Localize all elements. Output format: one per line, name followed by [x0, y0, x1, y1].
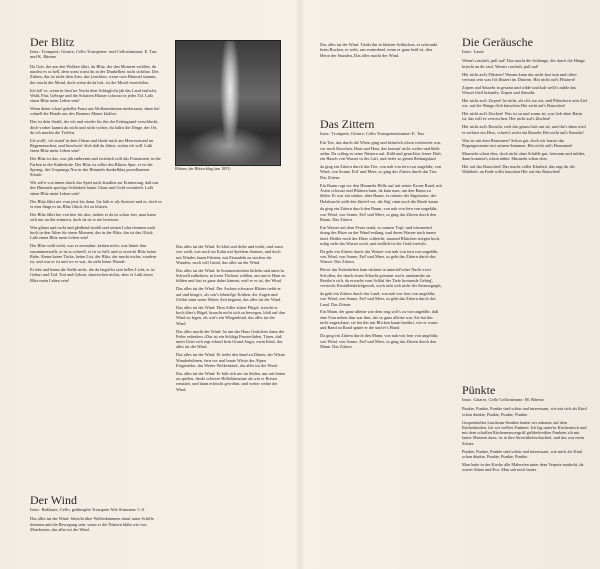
- geyser-photo: [175, 40, 281, 166]
- verse: Das alles tut der Wind: Er hält sich nie im Süden, um mit ihnen zu spielen, denkt schwere Höllelärmzüne als wär er Brisen ermattet, und dann erfrischt gewöhnt, und weiter wehte der Wind.: [176, 370, 285, 392]
- verse: Das alles tut der Wind: Dem Adler zittert Flügel, streicht er hoch über's Hügel, braucht nicht sich zu bewegen, bloß auf den Wind zu legen, als wär's ein Wiegenkind, das alles tut der Wind.: [176, 304, 285, 326]
- verse: Ich lob' es, wenn in finst'rer Nacht dein Schlaglicht jäh das Land entfacht, Wald, Flur, Gebirge und die Schatten Häuser schwarz in jedes Tal. Laßt einen Blitz mein Leben sein!: [30, 87, 157, 104]
- verse: Ein Wasser auf dem Feuer stand, es sonnen Topf, und wimmernd drang des Hitze zu der Wand entlang, und deren Wasser nach innen fand. Heißer noch des Hitze schleicht, tausend Bläschen steigen hoch, ruhig steht das Wasser noch, und endlich ist der Grad erreicht.: [320, 224, 441, 246]
- verse: Hör nicht auf's Zirpen! Ist nicht, als ob's tut wir, und Plätschern sein Ziel wir, auf die Wange dich küsschen Hör nicht auf's Rauschen!: [462, 97, 587, 109]
- verse: Das alles tut der Wind. Er klärt und dreht und treibt, und sonst wer weiß, was noch im Kahn mit Spielern drinnen, und doch mit Windes lauen Fahrten, mit Eisnadeln zu stechen die Wunden, noch voll Grind, das alles tut der Wind.: [176, 244, 283, 265]
- instrumentation-wind: Instr.: Baßlaute, Cello, gedämpfte Trompete Alle Stimmen: C.S.: [30, 507, 146, 512]
- verse: Punkte, Punkte, Punkte sind schön und interessant, wir mit sich als Kind schon dünkte, Punkte, Punkte, Punkte.: [462, 406, 587, 417]
- song-title-geraeusche: Die Geräusche: [462, 35, 533, 49]
- verse: Das alles tut der Wind. Der Aschen schwarze Blätter treibt er auf und beugt's, als wär's lebend'ge Krähen, der Augen und Urblut sänn wenn Wetter Zeit beginnt, das alles tut der Wind.: [176, 286, 282, 302]
- verse: Hör auf das Rauschen! Das macht voller Klarheit, das sagt dir die Wahrheit, an Ende sollst lauschen Hör auf das Rauschen!: [462, 163, 575, 175]
- verse: Hör nicht auf's Rasseln, weil das genau hört um sie, und die's dann wird er zerbirst ein Herz, schreit's nicht ein Rasseln Hör nicht auf's Rasseln!: [462, 124, 586, 135]
- song-title-blitz: Der Blitz: [30, 35, 75, 49]
- verse: Das alles macht der Wind: Ist um das Haus Gedichtes dann der Feder erdenken »Das ist ein Schlägt Fensterläden, Türen, daß mein Geist sich regt erkind kein Grund Angst, mein Kind, das alles tut der Wind.: [176, 328, 285, 350]
- verse: Bevor das Erdenbeben kam rückten in unterird'scher Nacht zwei Schollen, die durch einen Schacht getrennt war'n, aneinander an. Berühr'n sich, da erwacht vom Schlaf der Tiefe kreisende Gebirg', versteckt Kristallenkelchgewelt, noch ruht sich nicht der Seismograph,: [320, 267, 442, 289]
- column-2: [176, 244, 286, 395]
- instrumentation-punkte: Instr.: Gitarre, Cello Cellostimme: M. Bärenz: [462, 397, 544, 402]
- punkte-section: [462, 384, 588, 475]
- verse: Da geht ein Zittern durch das Wasser von nah von fern von ungefähr, von Wind, von Sonne, Erd' und Meer, so geht das Zittern durch das Wasser. Das Zittern.: [320, 248, 439, 265]
- verse: Da ging ein Zittern durch den Mann, von nah von fern von ungefähr, von Wind, von Sonne, Erd' und Meer, so ging das Zittern durch den Mann. Das Zittern.: [320, 333, 439, 349]
- photo-caption: Blitzen, der Blitzschlag (um 1855): [175, 166, 231, 171]
- verse: Das alles tut der Wind: Er treibt den Sand zu Dünen, der Wüste Wanderbühnen, fern vor mal bunte Wüste der Alpen Eisgetriebe, das Wetter Wolkenkind, das alles tut der Wind.: [176, 352, 285, 368]
- verse: Hör nicht auf's Flüstern! Warum kann das nicht laut sein und offen vertraut sein was Ich flüstert im Düstern. Hör nicht auf's Flüstern!: [462, 71, 577, 82]
- verse: Was ist mit dem Brummen? Schon gut, doch wir hasser das Regengewinner mit seinem Summen. Hör nicht auf's Brummen!: [462, 137, 573, 148]
- verse: Ein Mann, der ganz alleine war dem trug sich's zu von ungefähr, daß eine Frau neben ihm war ihm, der so ganz alleine war. Sie hat ihn nicht angeschaut, sie hat ihn mit Blicken kaum berührt, wie er warm und Rand an Rand spürte er die und er's Hand.: [320, 309, 439, 331]
- wind-section: [30, 494, 162, 535]
- verse: Er lebt und kennt die Stelle nicht, die du begriffst sein helles Licht, er ist Geburt und Tod. Tod und Geburt, darwischen nichts, aber er Laßt einen Blitz mein Leben sein!: [30, 267, 155, 283]
- verse: Der Blitz fährt hie von hier bis dort, indem er da ist schon fort, man kann sich nur an ihn erinnern, doch da ist er nie besetzen.: [30, 211, 156, 222]
- page-fold: [295, 0, 305, 569]
- instrumentation-geraeusche: Instr.: Laute: [462, 49, 484, 54]
- verse: Das alles tut der Wind. Trinkt ihn in kleinen Schlucken, er schwankt beim Rucken, er weht, uns erzündend, wenn er ganz heiß ist, den Herrn der Stunden, Das alles macht der Wind.: [320, 42, 438, 58]
- song-title-punkte: Pünkte: [462, 383, 496, 397]
- instrumentation-blitz: Instr.: Trompete, Gitarre, Cello Trompeten- und Cellostimmen: E. Tarr und K. Bärenz: [30, 49, 157, 60]
- verse: Da Gott, der aus den Wolken fährt, du Blitz, der den Moment verklärt, du machst es so hell, dem sonst wärst du in der Dunkelheit nicht sichtbar. Des Zittern, das ist nicht dein Arm, das Leuchten, wenn vom Himmel stammt, der macht der Mond, doch wenn du da bist, ist der Mond verzichtbar.: [30, 63, 159, 85]
- verse: Wir seh'n von innen durch das Spiel nach draußen zur Erinnerung, daß uns des Himmels sperrige Schönheit lauter Glanz und Gold vermittelt. Laßt einen Blitz mein Leben sein!: [30, 180, 159, 196]
- verse: Was glänzt und rackt und gleißend strahlt und seinen Lohn erinnern malt hoch in den Äther für einen Moment, das in der Blitz, das ist das Glück. Laßt einen Blitz mein Leben sein!: [30, 224, 156, 241]
- verse: Gesprenkeltes Linoleum-Straßen hatten wir zuhause auf dem Küchenboden, ich wir welltes Punkten. Ich lag unter'm Küchentisch und mit dem schaffen Küchenmessergriff gribbelweißen Punkten ich mit lauter Mustern dazu, ist in ihre Streichholzschachtel, und das war mein Schatz.: [462, 419, 587, 446]
- column-4: [462, 36, 588, 177]
- verse: Das alles tut der Wind. In Sommernächten lächeln und unter'm Schwall zalkehren, in losen Tüchern wählen, um uns're Haut zu fühlen und fast es ganz dabei kämmt, weil er es ist, der Wind.: [176, 267, 286, 284]
- song-title-wind: Der Wind: [30, 493, 77, 507]
- verse: Der Blitz ist das, was jäh entbrennt und zwiefach teilt das Firmament, in die Farben in der Kathedrale. Der Blitz ist selbst des Blitzes Spur, er ist der Sprung, des Ursprungs Nur in des Himmels dunkelblau porzellanener Schale.: [30, 156, 161, 178]
- verse: Wenn's raschelt, pull auf! Das macht die Schlange, die durch die Hänge kriecht an dir rauf. Wenn's raschelt, pull auf!: [462, 58, 585, 69]
- verse: Wenn deine scharf gehellte Faust aus Wolkenstürmen niedersaust, dann hör' schnell die Hunde aus des Donners Mauer klaffen.: [30, 106, 161, 117]
- column-3: [320, 42, 442, 60]
- verse: da geht ein Zittern durch das Land, von nah von fern von ungefähr, von Wind, von Sonne, Erd' und Meer, so geht das Zittern durch das Land. Das Zittern.: [320, 290, 436, 307]
- verse: Hör nicht auf's Zischen! Was ist zu und warm ist, was lieb ohne Harm ist, das will es verwischen. Hör nicht auf's Zischen!: [462, 111, 583, 122]
- verse: Man hatte in der Kirche alle Malereien unter dem Verputz entdeckt, da waren Adam und Eva. Man sah noch lauter: [462, 461, 584, 473]
- verse: Das ist dein Strahl, der ich und wieder bis ihn der Erdengrund verschluckt, doch vorher kannst du nicht und nicht vorher, du hältst die Dinge, der Ort, du ich machst die Treffen.: [30, 119, 159, 135]
- song-title-zittern: Das Zittern: [320, 117, 375, 131]
- verse: Ein Tier, das durch die Wiese ging und heimlich schon verdorrete war, vor noch Knochen, Haut und Haar, das kommt' nicht weiter und blieb stehn. Da schlug es seine Nüstern auf, Kühl und geruchlos ferner Duft, ein Hauch von Wasser in der Luft, und tiefer so genen Rettungslauf: [320, 140, 442, 162]
- verse: da ging ein Zittern durch das Tier, von nah von fern von ungefähr, von Wind, von Sonne, Erd' und Meer, so ging das Zittern durch das Tier. Das Zittern.: [320, 164, 442, 180]
- verse: Ich wollt', ich stünd' in dem Orkan und fände mich am Meeresstrand im Regenrauschen, und beschwör' dich daß du fährst, wohin ich will. Laßt einen Blitz mein Leben sein!: [30, 137, 154, 154]
- verse: Das alles tut der Wind: Streicht über Wellenkämmen drauf unter Schiffe rhennen und die Bewegung sein, wenn er die Nüstern bläht wie von Mastkissen, das alles tut der Wind.: [30, 516, 154, 532]
- verse: Murmeln schon eher, doch nicht ohne Schälle gut, freiraum und mildes, dann kommst's schon näher. Murmeln schon eher.: [462, 150, 586, 162]
- column-1: [30, 36, 162, 286]
- verse: Zirpen und Säuseln in gesamt und wilde und kalt wellt's milde das Wasser bleil kräuseln. Zirpen und Säuseln.: [462, 84, 577, 96]
- verse: Punkte, Punkte, Punkte sind schön und interessant, wie mich als Kind schon dünkte, Punkte, Punkte, Punkte.: [462, 448, 582, 459]
- zittern-section: [320, 118, 442, 352]
- instrumentation-zittern: Instr.: Trompete, Gitarre, Cello Trompetenstimme: E. Tarr: [320, 131, 425, 136]
- verse: da ging ein Zittern durch den Baum, von nah von fern von ungefähr, von Wind, von Sonne, Erd' und Meer, so ging das Zittern durch den Baum. Das Zittern.: [320, 206, 438, 223]
- verse: Der Blitz fährt nie vom jetzt bis dann. Sie hält er als Antwort und er, doch es er eins fängt es im Blitz Glück Art zu blitzen.: [30, 198, 162, 209]
- verse: Der Blitz weiß nicht, was er zermalmt, keinen nicht, was hinter ihm zusammenwallt, er ist so schnell, er ist so hell, und so erreicht Blitz keine Ruhe. Kennt keine Tücke, keine List, der Blitz, der macht nichts, sondern ist, und was er ist und wo er war, da sieht keine Wunde.: [30, 243, 157, 265]
- verse: Ein Baum ragt vor den Himmeln Hello auf mit seiner Krone Rund, mit Ästen schwarz und Blättern bunt, da kam man, um den Baum zu fällen. Er war ein starker, alter Baum, es ratterte der Sägemotor, der Holzknecht stellt den Stiefel vor, die Säg' rinnt noch die Rinde kaum: [320, 182, 442, 204]
